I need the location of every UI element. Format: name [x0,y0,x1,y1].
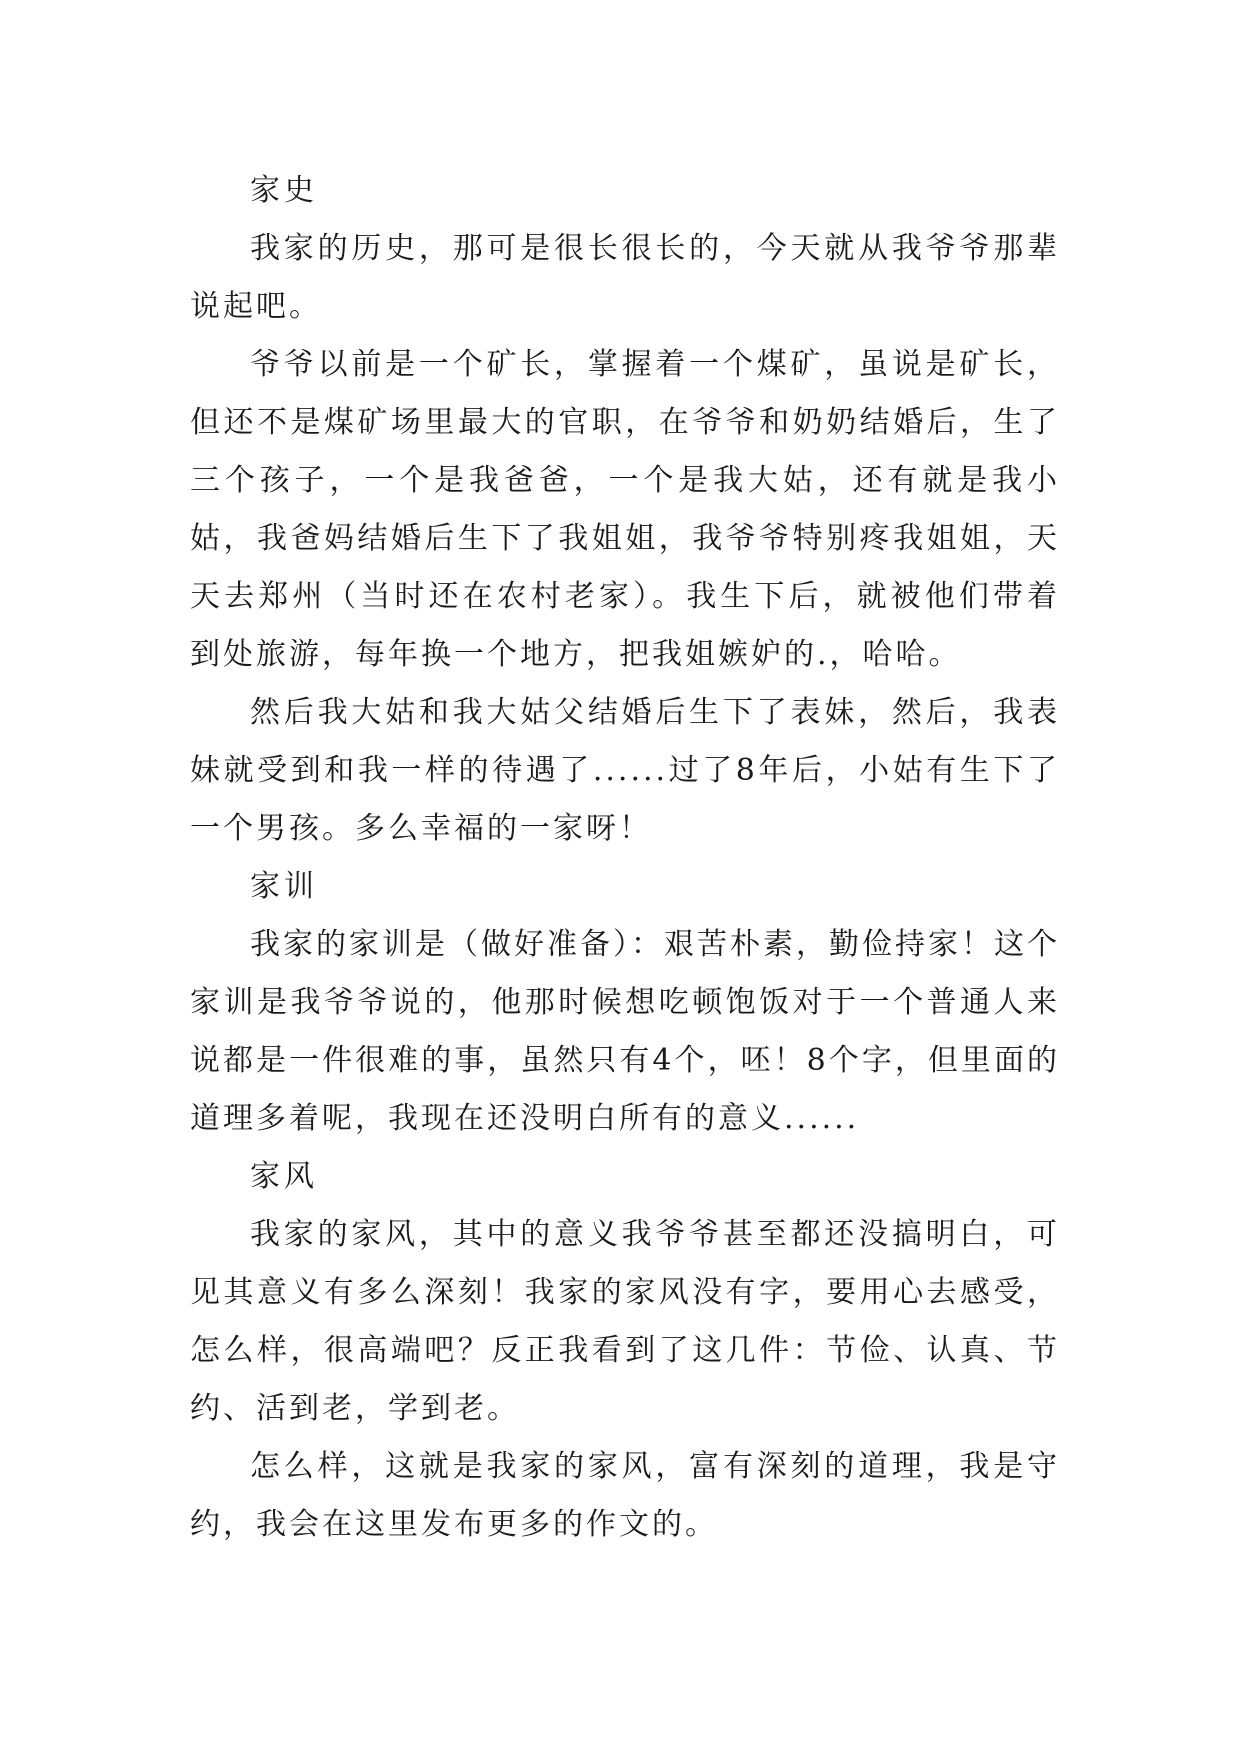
paragraph: 我家的家训是（做好准备）：艰苦朴素，勤俭持家！这个家训是我爷爷说的，他那时候想吃顿饱饭对于一个普通人来说都是一件很难的事，虽然只有4个，呸！8个字，但里面的道理多着呢，我现在还没明白所有的意义...... [190,927,1060,1136]
paragraph: 我家的家风，其中的意义我爷爷甚至都还没搞明白，可见其意义有多么深刻！我家的家风没有字，要用心去感受，怎么样，很高端吧？反正我看到了这几件：节俭、认真、节约、活到老，学到老。 [190,1217,1060,1426]
paragraph: 然后我大姑和我大姑父结婚后生下了表妹，然后，我表妹就受到和我一样的待遇了......过了8年后，小姑有生下了一个男孩。多么幸福的一家呀！ [190,695,1060,846]
paragraph: 怎么样，这就是我家的家风，富有深刻的道理，我是守约，我会在这里发布更多的作文的。 [190,1449,1060,1542]
section-heading-family-history: 家史 [250,173,318,208]
paragraph: 爷爷以前是一个矿长，掌握着一个煤矿，虽说是矿长，但还不是煤矿场里最大的官职，在爷爷和奶奶结婚后，生了三个孩子，一个是我爸爸，一个是我大姑，还有就是我小姑，我爸妈结婚后生下了我姐姐，我爷爷特别疼我姐姐，天天去郑州（当时还在农村老家）。我生下后，就被他们带着到处旅游，每年换一个地方，把我姐嫉妒的.，哈哈。 [190,347,1060,672]
section-heading-family-motto: 家训 [250,869,318,904]
section-heading-family-style: 家风 [250,1159,318,1194]
document-body [190,162,1060,1554]
paragraph: 我家的历史，那可是很长很长的，今天就从我爷爷那辈说起吧。 [190,231,1060,324]
